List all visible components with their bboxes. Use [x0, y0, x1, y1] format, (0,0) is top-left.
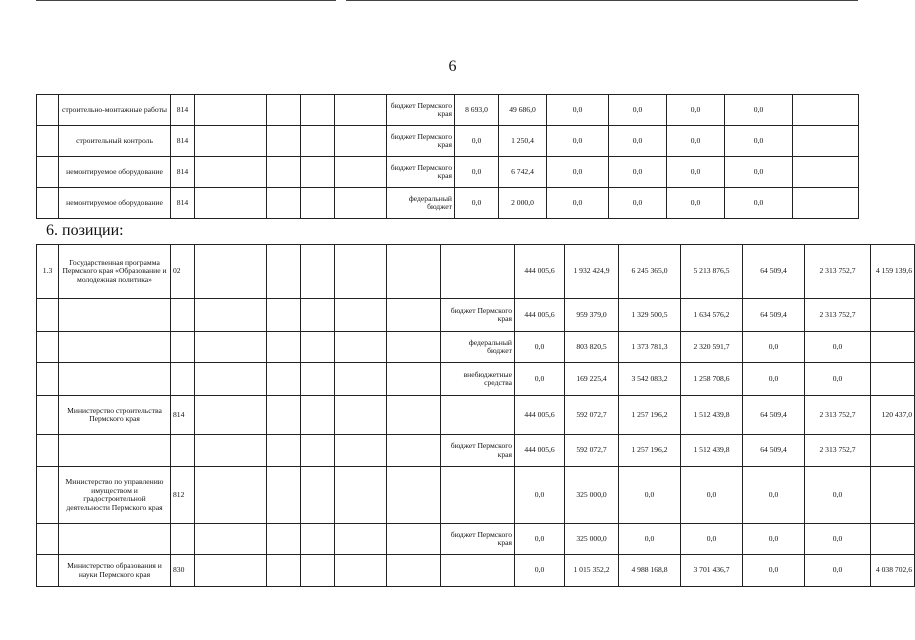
empty-cell [267, 363, 301, 396]
total-cell [871, 363, 915, 396]
item-name-cell [59, 435, 171, 467]
empty-cell [195, 435, 267, 467]
row-number-cell [37, 524, 59, 555]
empty-cell [267, 157, 301, 188]
amount-cell: 592 072,7 [565, 435, 619, 467]
empty-cell [267, 435, 301, 467]
amount-cell: 444 005,6 [515, 435, 565, 467]
empty-cell [335, 396, 387, 435]
amount-cell: 0,0 [547, 95, 609, 126]
empty-cell [301, 524, 335, 555]
budget-table-positions [36, 244, 915, 587]
empty-cell [387, 435, 441, 467]
table-row [37, 555, 915, 587]
total-cell: 4 038 702,6 [871, 555, 915, 587]
empty-cell [387, 299, 441, 332]
empty-cell [267, 95, 301, 126]
empty-cell [387, 363, 441, 396]
funding-source-cell [441, 555, 515, 587]
empty-cell [793, 126, 859, 157]
amount-cell: 0,0 [743, 363, 805, 396]
amount-cell: 0,0 [515, 524, 565, 555]
amount-cell: 444 005,6 [515, 396, 565, 435]
funding-source-cell: бюджет Пермского края [441, 524, 515, 555]
empty-cell [301, 126, 335, 157]
amount-cell: 0,0 [609, 188, 667, 219]
amount-cell: 0,0 [667, 157, 725, 188]
item-name-cell [59, 332, 171, 363]
admin-code-cell: 814 [171, 95, 195, 126]
total-cell: 120 437,0 [871, 396, 915, 435]
amount-cell: 0,0 [725, 95, 793, 126]
funding-source-cell: федеральный бюджет [441, 332, 515, 363]
empty-cell [387, 467, 441, 524]
top-rule-right [346, 0, 858, 1]
amount-cell: 0,0 [515, 363, 565, 396]
empty-cell [387, 555, 441, 587]
row-number-cell [37, 188, 59, 219]
row-number-cell [37, 157, 59, 188]
empty-cell [267, 555, 301, 587]
amount-cell: 1 373 781,3 [619, 332, 681, 363]
admin-code-cell [171, 363, 195, 396]
amount-cell: 0,0 [725, 126, 793, 157]
amount-cell: 6 742,4 [499, 157, 547, 188]
funding-source-cell [441, 396, 515, 435]
empty-cell [335, 95, 387, 126]
total-cell [871, 299, 915, 332]
admin-code-cell: 814 [171, 157, 195, 188]
section-heading: 6. позиции: [46, 222, 124, 239]
item-name-cell: строительно-монтажные работы [59, 95, 171, 126]
table-row [37, 157, 859, 188]
item-name-cell: Министерство по управлению имуществом и градостроительной деятельности Пермского края [59, 467, 171, 524]
amount-cell: 0,0 [455, 188, 499, 219]
amount-cell: 0,0 [725, 157, 793, 188]
empty-cell [195, 555, 267, 587]
admin-code-cell [171, 524, 195, 555]
item-name-cell [59, 524, 171, 555]
empty-cell [387, 396, 441, 435]
table-row [37, 95, 859, 126]
empty-cell [301, 188, 335, 219]
total-cell [871, 332, 915, 363]
amount-cell: 0,0 [619, 467, 681, 524]
empty-cell [195, 245, 267, 299]
amount-cell: 64 509,4 [743, 396, 805, 435]
amount-cell: 5 213 876,5 [681, 245, 743, 299]
table-row [37, 188, 859, 219]
total-cell [871, 467, 915, 524]
empty-cell [335, 467, 387, 524]
table-row [37, 299, 915, 332]
row-number-cell [37, 95, 59, 126]
page-number: 6 [448, 58, 457, 75]
amount-cell: 0,0 [681, 524, 743, 555]
funding-source-cell: бюджет Пермского края [387, 95, 455, 126]
empty-cell [301, 157, 335, 188]
amount-cell: 1 634 576,2 [681, 299, 743, 332]
funding-source-cell: бюджет Пермского края [441, 435, 515, 467]
amount-cell: 0,0 [667, 188, 725, 219]
amount-cell: 2 000,0 [499, 188, 547, 219]
empty-cell [387, 245, 441, 299]
amount-cell: 6 245 365,0 [619, 245, 681, 299]
amount-cell: 592 072,7 [565, 396, 619, 435]
amount-cell: 959 379,0 [565, 299, 619, 332]
amount-cell: 0,0 [547, 126, 609, 157]
admin-code-cell: 814 [171, 396, 195, 435]
amount-cell: 4 988 168,8 [619, 555, 681, 587]
total-cell: 4 159 139,6 [871, 245, 915, 299]
empty-cell [195, 126, 267, 157]
empty-cell [335, 524, 387, 555]
amount-cell: 1 932 424,9 [565, 245, 619, 299]
item-name-cell: немонтируемое оборудование [59, 157, 171, 188]
row-number-cell [37, 126, 59, 157]
item-name-cell [59, 363, 171, 396]
amount-cell: 1 329 500,5 [619, 299, 681, 332]
empty-cell [387, 332, 441, 363]
table-row [37, 396, 915, 435]
empty-cell [301, 363, 335, 396]
empty-cell [301, 332, 335, 363]
empty-cell [793, 95, 859, 126]
empty-cell [267, 126, 301, 157]
row-number-cell [37, 555, 59, 587]
empty-cell [335, 157, 387, 188]
empty-cell [195, 332, 267, 363]
amount-cell: 0,0 [743, 555, 805, 587]
amount-cell: 1 512 439,8 [681, 435, 743, 467]
empty-cell [301, 299, 335, 332]
item-name-cell: Государственная программа Пермского края «Образование и молодежная политика» [59, 245, 171, 299]
amount-cell: 444 005,6 [515, 299, 565, 332]
total-cell [871, 435, 915, 467]
empty-cell [301, 396, 335, 435]
empty-cell [195, 467, 267, 524]
admin-code-cell: 814 [171, 188, 195, 219]
amount-cell: 325 000,0 [565, 467, 619, 524]
table-row [37, 524, 915, 555]
funding-source-cell: бюджет Пермского края [441, 299, 515, 332]
amount-cell: 444 005,6 [515, 245, 565, 299]
table-row [37, 245, 915, 299]
table-row [37, 332, 915, 363]
admin-code-cell [171, 435, 195, 467]
amount-cell: 1 250,4 [499, 126, 547, 157]
amount-cell: 325 000,0 [565, 524, 619, 555]
amount-cell: 0,0 [609, 126, 667, 157]
row-number-cell [37, 396, 59, 435]
amount-cell: 0,0 [805, 363, 871, 396]
empty-cell [195, 524, 267, 555]
amount-cell: 2 313 752,7 [805, 299, 871, 332]
budget-table-continued [36, 94, 859, 219]
empty-cell [335, 245, 387, 299]
amount-cell: 1 257 196,2 [619, 396, 681, 435]
empty-cell [793, 157, 859, 188]
amount-cell: 64 509,4 [743, 245, 805, 299]
amount-cell: 8 693,0 [455, 95, 499, 126]
item-name-cell: Министерство образования и науки Пермского края [59, 555, 171, 587]
row-number-cell [37, 332, 59, 363]
amount-cell: 0,0 [619, 524, 681, 555]
empty-cell [267, 245, 301, 299]
amount-cell: 0,0 [547, 188, 609, 219]
amount-cell: 169 225,4 [565, 363, 619, 396]
empty-cell [335, 332, 387, 363]
admin-code-cell [171, 332, 195, 363]
funding-source-cell: внебюджетные средства [441, 363, 515, 396]
amount-cell: 803 820,5 [565, 332, 619, 363]
amount-cell: 0,0 [667, 95, 725, 126]
empty-cell [267, 299, 301, 332]
empty-cell [267, 524, 301, 555]
admin-code-cell: 814 [171, 126, 195, 157]
empty-cell [335, 299, 387, 332]
amount-cell: 0,0 [667, 126, 725, 157]
funding-source-cell: бюджет Пермского края [387, 126, 455, 157]
amount-cell: 0,0 [743, 524, 805, 555]
amount-cell: 0,0 [515, 555, 565, 587]
table-row [37, 363, 915, 396]
empty-cell [301, 95, 335, 126]
empty-cell [195, 363, 267, 396]
amount-cell: 3 542 083,2 [619, 363, 681, 396]
amount-cell: 0,0 [455, 126, 499, 157]
amount-cell: 2 313 752,7 [805, 396, 871, 435]
amount-cell: 49 686,0 [499, 95, 547, 126]
admin-code-cell: 830 [171, 555, 195, 587]
row-number-cell: 1.3 [37, 245, 59, 299]
amount-cell: 0,0 [609, 95, 667, 126]
funding-source-cell: федеральный бюджет [387, 188, 455, 219]
empty-cell [301, 467, 335, 524]
row-number-cell [37, 467, 59, 524]
amount-cell: 2 313 752,7 [805, 245, 871, 299]
empty-cell [335, 188, 387, 219]
empty-cell [267, 396, 301, 435]
row-number-cell [37, 299, 59, 332]
amount-cell: 1 512 439,8 [681, 396, 743, 435]
item-name-cell [59, 299, 171, 332]
empty-cell [195, 396, 267, 435]
admin-code-cell: 02 [171, 245, 195, 299]
amount-cell: 0,0 [681, 467, 743, 524]
amount-cell: 64 509,4 [743, 299, 805, 332]
item-name-cell: Министерство строительства Пермского края [59, 396, 171, 435]
amount-cell: 0,0 [805, 332, 871, 363]
funding-source-cell: бюджет Пермского края [387, 157, 455, 188]
amount-cell: 1 015 352,2 [565, 555, 619, 587]
empty-cell [267, 332, 301, 363]
admin-code-cell: 812 [171, 467, 195, 524]
amount-cell: 2 320 591,7 [681, 332, 743, 363]
empty-cell [335, 126, 387, 157]
empty-cell [267, 467, 301, 524]
funding-source-cell [441, 245, 515, 299]
amount-cell: 0,0 [805, 467, 871, 524]
empty-cell [793, 188, 859, 219]
empty-cell [195, 299, 267, 332]
amount-cell: 0,0 [805, 555, 871, 587]
top-rule-left [36, 0, 336, 1]
amount-cell: 0,0 [515, 467, 565, 524]
empty-cell [335, 363, 387, 396]
admin-code-cell [171, 299, 195, 332]
amount-cell: 0,0 [547, 157, 609, 188]
empty-cell [387, 524, 441, 555]
empty-cell [267, 188, 301, 219]
empty-cell [335, 555, 387, 587]
funding-source-cell [441, 467, 515, 524]
amount-cell: 0,0 [455, 157, 499, 188]
amount-cell: 0,0 [725, 188, 793, 219]
table-row [37, 467, 915, 524]
amount-cell: 0,0 [743, 467, 805, 524]
empty-cell [195, 157, 267, 188]
amount-cell: 2 313 752,7 [805, 435, 871, 467]
total-cell [871, 524, 915, 555]
amount-cell: 1 258 708,6 [681, 363, 743, 396]
empty-cell [335, 435, 387, 467]
table-row [37, 126, 859, 157]
empty-cell [301, 245, 335, 299]
amount-cell: 3 701 436,7 [681, 555, 743, 587]
amount-cell: 64 509,4 [743, 435, 805, 467]
amount-cell: 0,0 [609, 157, 667, 188]
item-name-cell: немонтируемое оборудование [59, 188, 171, 219]
empty-cell [195, 95, 267, 126]
amount-cell: 1 257 196,2 [619, 435, 681, 467]
empty-cell [301, 435, 335, 467]
row-number-cell [37, 363, 59, 396]
item-name-cell: строительный контроль [59, 126, 171, 157]
empty-cell [301, 555, 335, 587]
table-row [37, 435, 915, 467]
row-number-cell [37, 435, 59, 467]
amount-cell: 0,0 [515, 332, 565, 363]
amount-cell: 0,0 [743, 332, 805, 363]
empty-cell [195, 188, 267, 219]
amount-cell: 0,0 [805, 524, 871, 555]
